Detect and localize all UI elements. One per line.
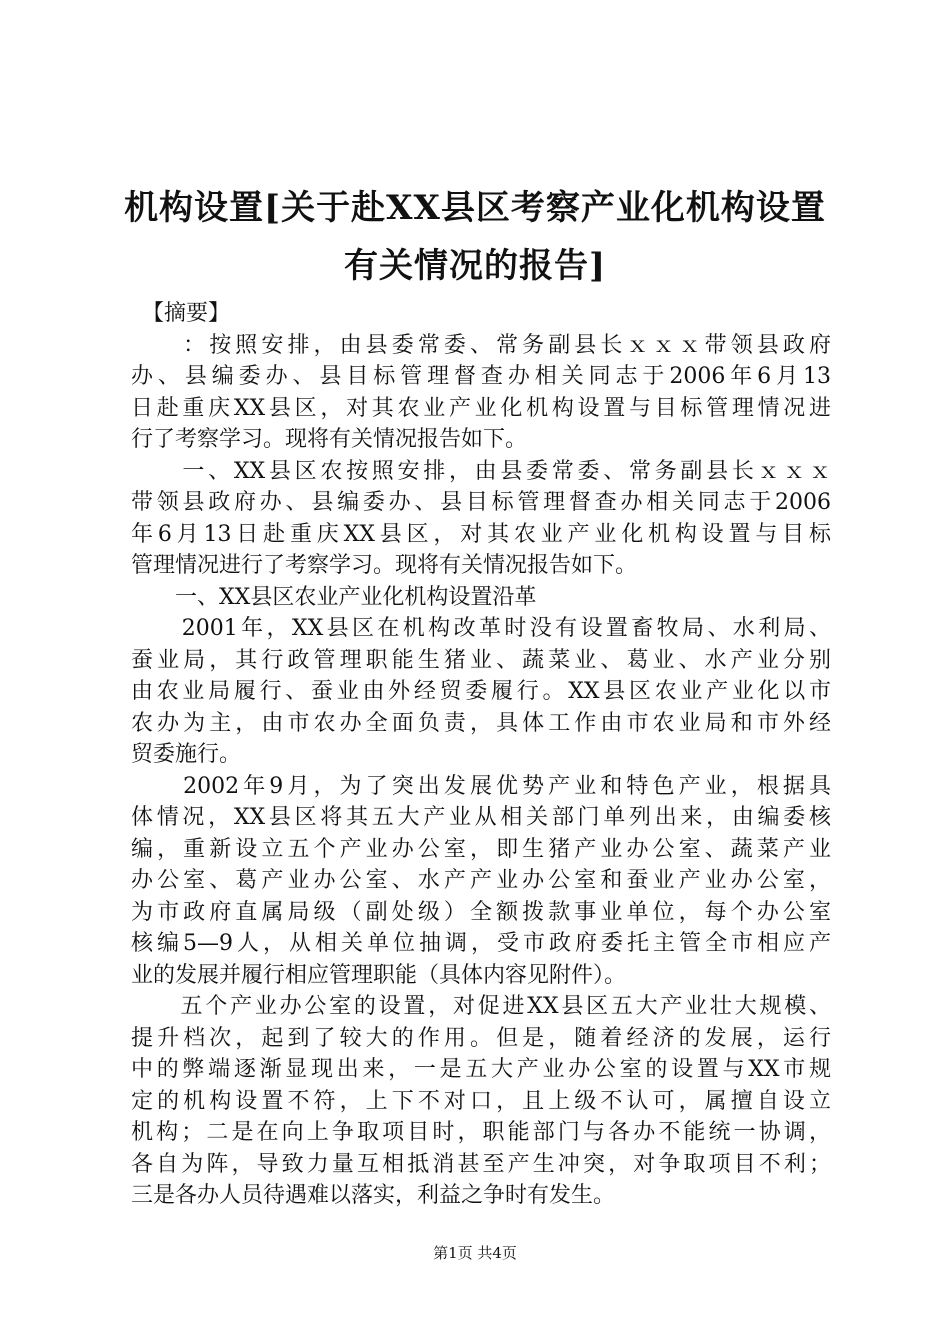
body-text-line: 年6月13日赴重庆XX县区，对其农业产业化机构设置与目标 [131, 521, 831, 547]
document-title-line-2: 有关情况的报告] [343, 246, 607, 286]
body-text-line: 【摘要】 [131, 301, 231, 326]
body-text-line: 核编5—9人，从相关单位抽调，受市政府委托主管全市相应产 [131, 931, 831, 956]
body-text-line: 日赴重庆XX县区，对其农业产业化机构设置与目标管理情况进 [131, 395, 831, 421]
body-text-line: 业的发展并履行相应管理职能（具体内容见附件）。 [131, 962, 627, 988]
document-body [131, 298, 831, 1212]
body-text-line: 农办为主，由市农办全面负责，具体工作由市农业局和市外经 [131, 710, 831, 736]
body-text-line: 贸委施行。 [131, 742, 242, 767]
body-text-line: 体情况，XX县区将其五大产业从相关部门单列出来，由编委核 [131, 805, 831, 830]
body-text-line: 管理情况进行了考察学习。现将有关情况报告如下。 [131, 553, 638, 578]
body-text-line: 蚕业局，其行政管理职能生猪业、蔬菜业、葛业、水产业分别 [131, 647, 831, 673]
body-text-line: 提升档次，起到了较大的作用。但是，随着经济的发展，运行 [131, 1025, 831, 1051]
body-text-line: 为市政府直属局级（副处级）全额拨款事业单位，每个办公室 [131, 899, 831, 925]
body-text-line: 一、XX县区农按照安排，由县委常委、常务副县长ｘｘｘ [131, 458, 831, 484]
body-text-line: 机构；二是在向上争取项目时，职能部门与各办不能统一协调， [131, 1120, 831, 1145]
body-text-line: 行了考察学习。现将有关情况报告如下。 [131, 427, 528, 452]
document-title-line-1: 机构设置[关于赴XX县区考察产业化机构设置 [124, 188, 826, 228]
body-text-line: 办公室、葛产业办公室、水产产业办公室和蚕业产业办公室， [131, 868, 831, 893]
body-text-line: 由农业局履行、蚕业由外经贸委履行。XX县区农业产业化以市 [131, 679, 831, 704]
body-text-line: 办、县编委办、县目标管理督查办相关同志于2006年6月13 [131, 364, 831, 389]
body-text-line: 各自为阵，导致力量互相抵消甚至产生冲突，对争取项目不利； [131, 1151, 831, 1177]
body-text-line: 中的弊端逐渐显现出来，一是五大产业办公室的设置与XX市规 [131, 1057, 831, 1082]
body-text-line: 2001年，XX县区在机构改革时没有设置畜牧局、水利局、 [131, 616, 831, 641]
body-text-line: 带领县政府办、县编委办、县目标管理督查办相关同志于2006 [131, 490, 831, 515]
body-text-line: ：按照安排，由县委常委、常务副县长ｘｘｘ带领县政府 [131, 332, 831, 358]
page-footer: 第1页 共4页 [433, 1244, 517, 1262]
body-text-line: 五个产业办公室的设置，对促进XX县区五大产业壮大规模、 [131, 994, 831, 1019]
body-text-line: 三是各办人员待遇难以落实，利益之争时有发生。 [131, 1183, 616, 1208]
body-text-line: 定的机构设置不符，上下不对口，且上级不认可，属擅自设立 [131, 1088, 831, 1114]
body-text-line: 2002年9月，为了突出发展优势产业和特色产业，根据具 [131, 773, 831, 799]
body-text-line: 一、XX县区农业产业化机构设置沿革 [131, 584, 537, 610]
body-text-line: 编，重新设立五个产业办公室，即生猪产业办公室、蔬菜产业 [131, 836, 831, 862]
